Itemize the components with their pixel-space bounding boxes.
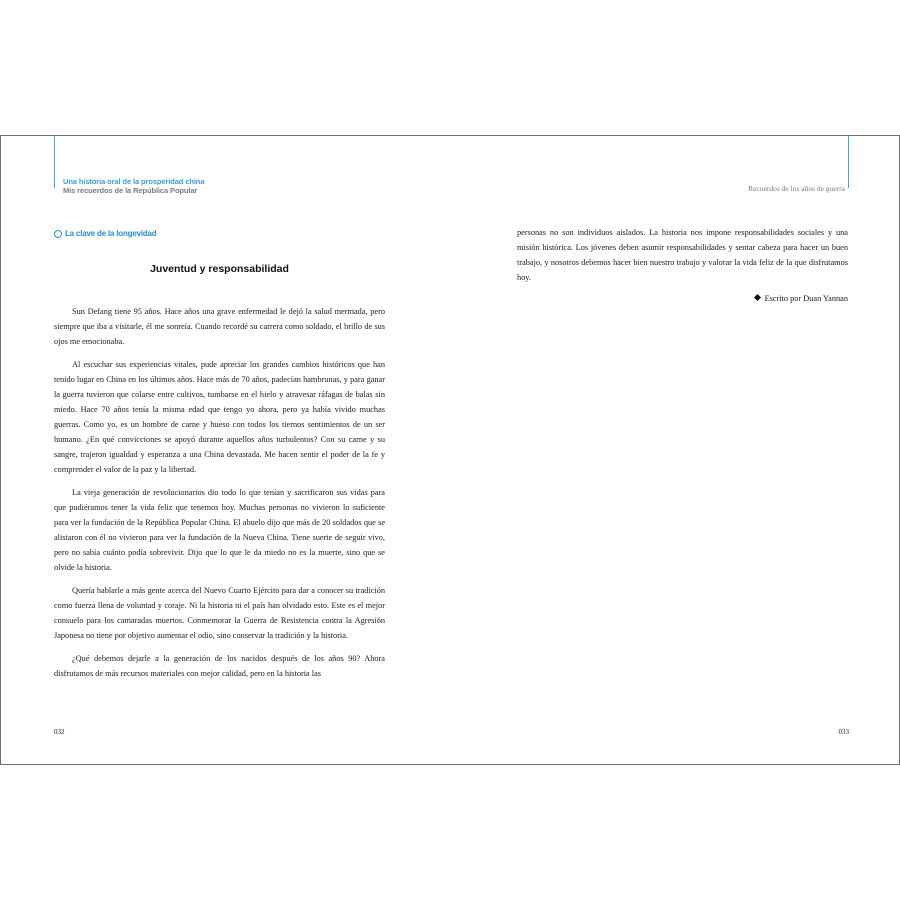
paragraph: ¿Qué debemos dejarle a la generación de los nacidos después de los años 90? Ahora disfrutamos de más recursos materiales con mejor calidad, pero en la historia las [54,654,385,678]
section-label-text: La clave de la longevidad [65,229,157,238]
header-rule-right [848,136,849,188]
paragraph: Al escuchar sus experiencias vitales, pude apreciar los grandes cambios históricos que han tenido lugar en China en los últimos años. Hace más de 70 años, padecían hambrunas, y para ganar la guerra tuvieron que colarse entre cultivos, tumbarse en el hielo y atravesar ráfagas de balas sin miedo. Hace 70 años tenía la misma edad que tengo yo ahora, pero ya había vivido muchas guerras. Como yo, es un hombre de carne y hueso con todos los tiernos sentimientos de un ser humano. ¿En qué convicciones se apoyó durante aquellos años turbulentos? Con su carne y su sangre, trajeron igualdad y esperanza a una China devastada. Me hacen sentir el poder de la fe y comprender el valor de la paz y la libertad. [54,360,385,474]
paragraph: Sun Defang tiene 95 años. Hace años una grave enfermedad le dejó la salud mermada, pero siempre que iba a visitarle, él me sonreía. Cuando recordé su carrera como soldado, el brillo de sus ojos me emocionaba. [54,307,385,346]
ring-icon [54,230,62,238]
left-column [54,304,385,689]
book-spread [0,135,900,765]
page-number-left: 032 [54,728,65,736]
running-header-left [63,177,204,195]
section-label [54,229,156,238]
paragraph: personas no son individuos aislados. La historia nos impone responsabilidades sociales y una misión histórica. Los jóvenes deben asumir responsabilidades y sentar cabeza para hacer un buen trabajo, y nosotros debemos hacer bien nuestro trabajo y valorar la vida feliz de la que disfrutamos hoy. [517,228,848,282]
article-title: Juventud y responsabilidad [150,263,289,275]
book-subtitle: Mis recuerdos de la República Popular [63,186,198,195]
page-number-right: 033 [838,728,849,736]
author-signature [517,291,848,306]
running-header-right: Recuerdos de los años de guerra [748,184,845,193]
header-rule-left [54,136,55,188]
book-title: Una historia oral de la prosperidad china [63,177,205,186]
paragraph: La vieja generación de revolucionarios dio todo lo que tenían y sacrificaron sus vidas para que pudiéramos tener la vida feliz que tenemos hoy. Muchas personas no vivieron lo suficiente para ver la fundación de la República Popular China. El abuelo dijo que más de 20 soldados que se alistaron con él no vivieron para ver la fundación de la Nueva China. Tiene suerte de seguir vivo, pero no sabía cuánto podía sobrevivir. Dijo que lo que le da miedo no es la muerte, sino que se olvide la historia. [54,488,385,572]
right-column [517,225,848,306]
diamond-icon [754,294,761,301]
signature-text: Escrito por Duan Yannan [764,294,848,303]
paragraph: Quería hablarle a más gente acerca del Nuevo Cuarto Ejército para dar a conocer su tradición como fuerza llena de voluntad y coraje. Ni la historia ni el país han olvidado esto. Este es el mejor consuelo para los camaradas muertos. Conmemorar la Guerra de Resistencia contra la Agresión Japonesa no tiene por objetivo aumentar el odio, sino conservar la tradición y la historia. [54,586,385,640]
